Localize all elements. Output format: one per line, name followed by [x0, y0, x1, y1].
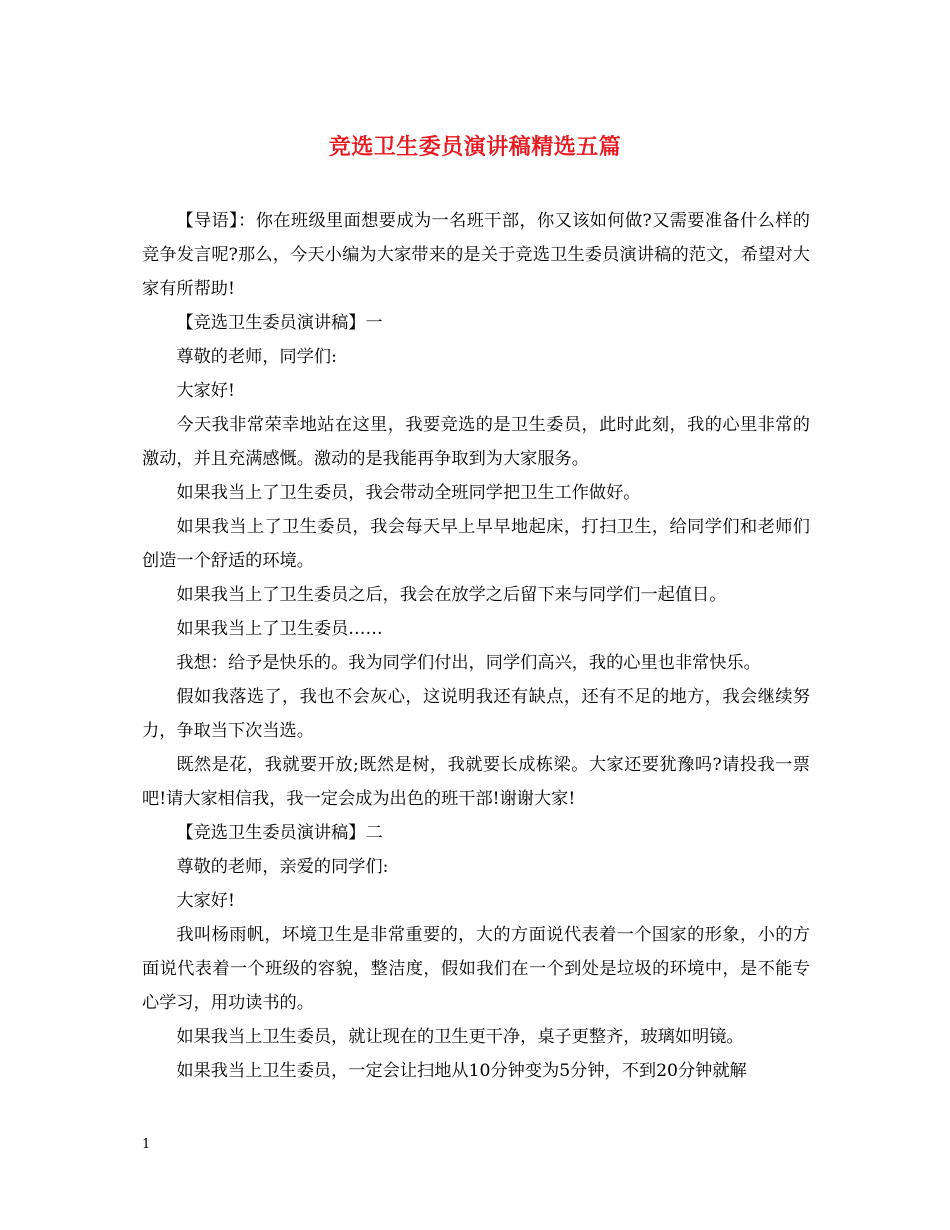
- paragraph: 如果我当上了卫生委员之后，我会在放学之后留下来与同学们一起值日。: [176, 585, 727, 605]
- section-heading-2: 【竞选卫生委员演讲稿】二: [176, 823, 383, 843]
- paragraph: 今天我非常荣幸地站在这里，我要竞选的是卫生委员，此时此刻，我的心里非常的激动，并且充满感慨。激动的是我能再争取到为大家服务。: [142, 415, 810, 469]
- paragraph: 如果我当上了卫生委员，我会每天早上早早地起床，打扫卫生，给同学们和老师们创造一个舒适的环境。: [142, 517, 810, 571]
- paragraph: 大家好!: [176, 891, 235, 911]
- paragraph: 既然是花，我就要开放;既然是树，我就要长成栋梁。大家还要犹豫吗?请投我一票吧!请大家相信我，我一定会成为出色的班干部!谢谢大家!: [142, 755, 810, 809]
- document-title: 竞选卫生委员演讲稿精选五篇: [328, 135, 622, 160]
- paragraph: 我想：给予是快乐的。我为同学们付出，同学们高兴，我的心里也非常快乐。: [176, 653, 761, 673]
- paragraph: 如果我当上卫生委员，一定会让扫地从10分钟变为5分钟，不到20分钟就解: [176, 1061, 747, 1081]
- paragraph: 如果我当上卫生委员，就让现在的卫生更干净，桌子更整齐，玻璃如明镜。: [176, 1027, 744, 1047]
- paragraph: 我叫杨雨帆，坏境卫生是非常重要的，大的方面说代表着一个国家的形象，小的方面说代表着一个班级的容貌，整洁度，假如我们在一个到处是垃圾的环境中，是不能专心学习，用功读书的。: [142, 925, 810, 1013]
- section-heading-1: 【竞选卫生委员演讲稿】一: [176, 313, 383, 333]
- paragraph: 大家好!: [176, 381, 235, 401]
- paragraph: 如果我当上了卫生委员，我会带动全班同学把卫生工作做好。: [176, 483, 641, 503]
- paragraph: 如果我当上了卫生委员……: [176, 619, 383, 639]
- paragraph: 假如我落选了，我也不会灰心，这说明我还有缺点，还有不足的地方，我会继续努力，争取当下次当选。: [142, 687, 810, 741]
- page-number: 1: [142, 1137, 151, 1152]
- paragraph: 尊敬的老师，同学们:: [176, 347, 337, 367]
- paragraph-intro: 【导语】：你在班级里面想要成为一名班干部，你又该如何做?又需要准备什么样的竞争发言呢?那么，今天小编为大家带来的是关于竞选卫生委员演讲稿的范文，希望对大家有所帮助!: [142, 211, 810, 299]
- paragraph: 尊敬的老师，亲爱的同学们:: [176, 857, 389, 877]
- document-body: [142, 204, 810, 1088]
